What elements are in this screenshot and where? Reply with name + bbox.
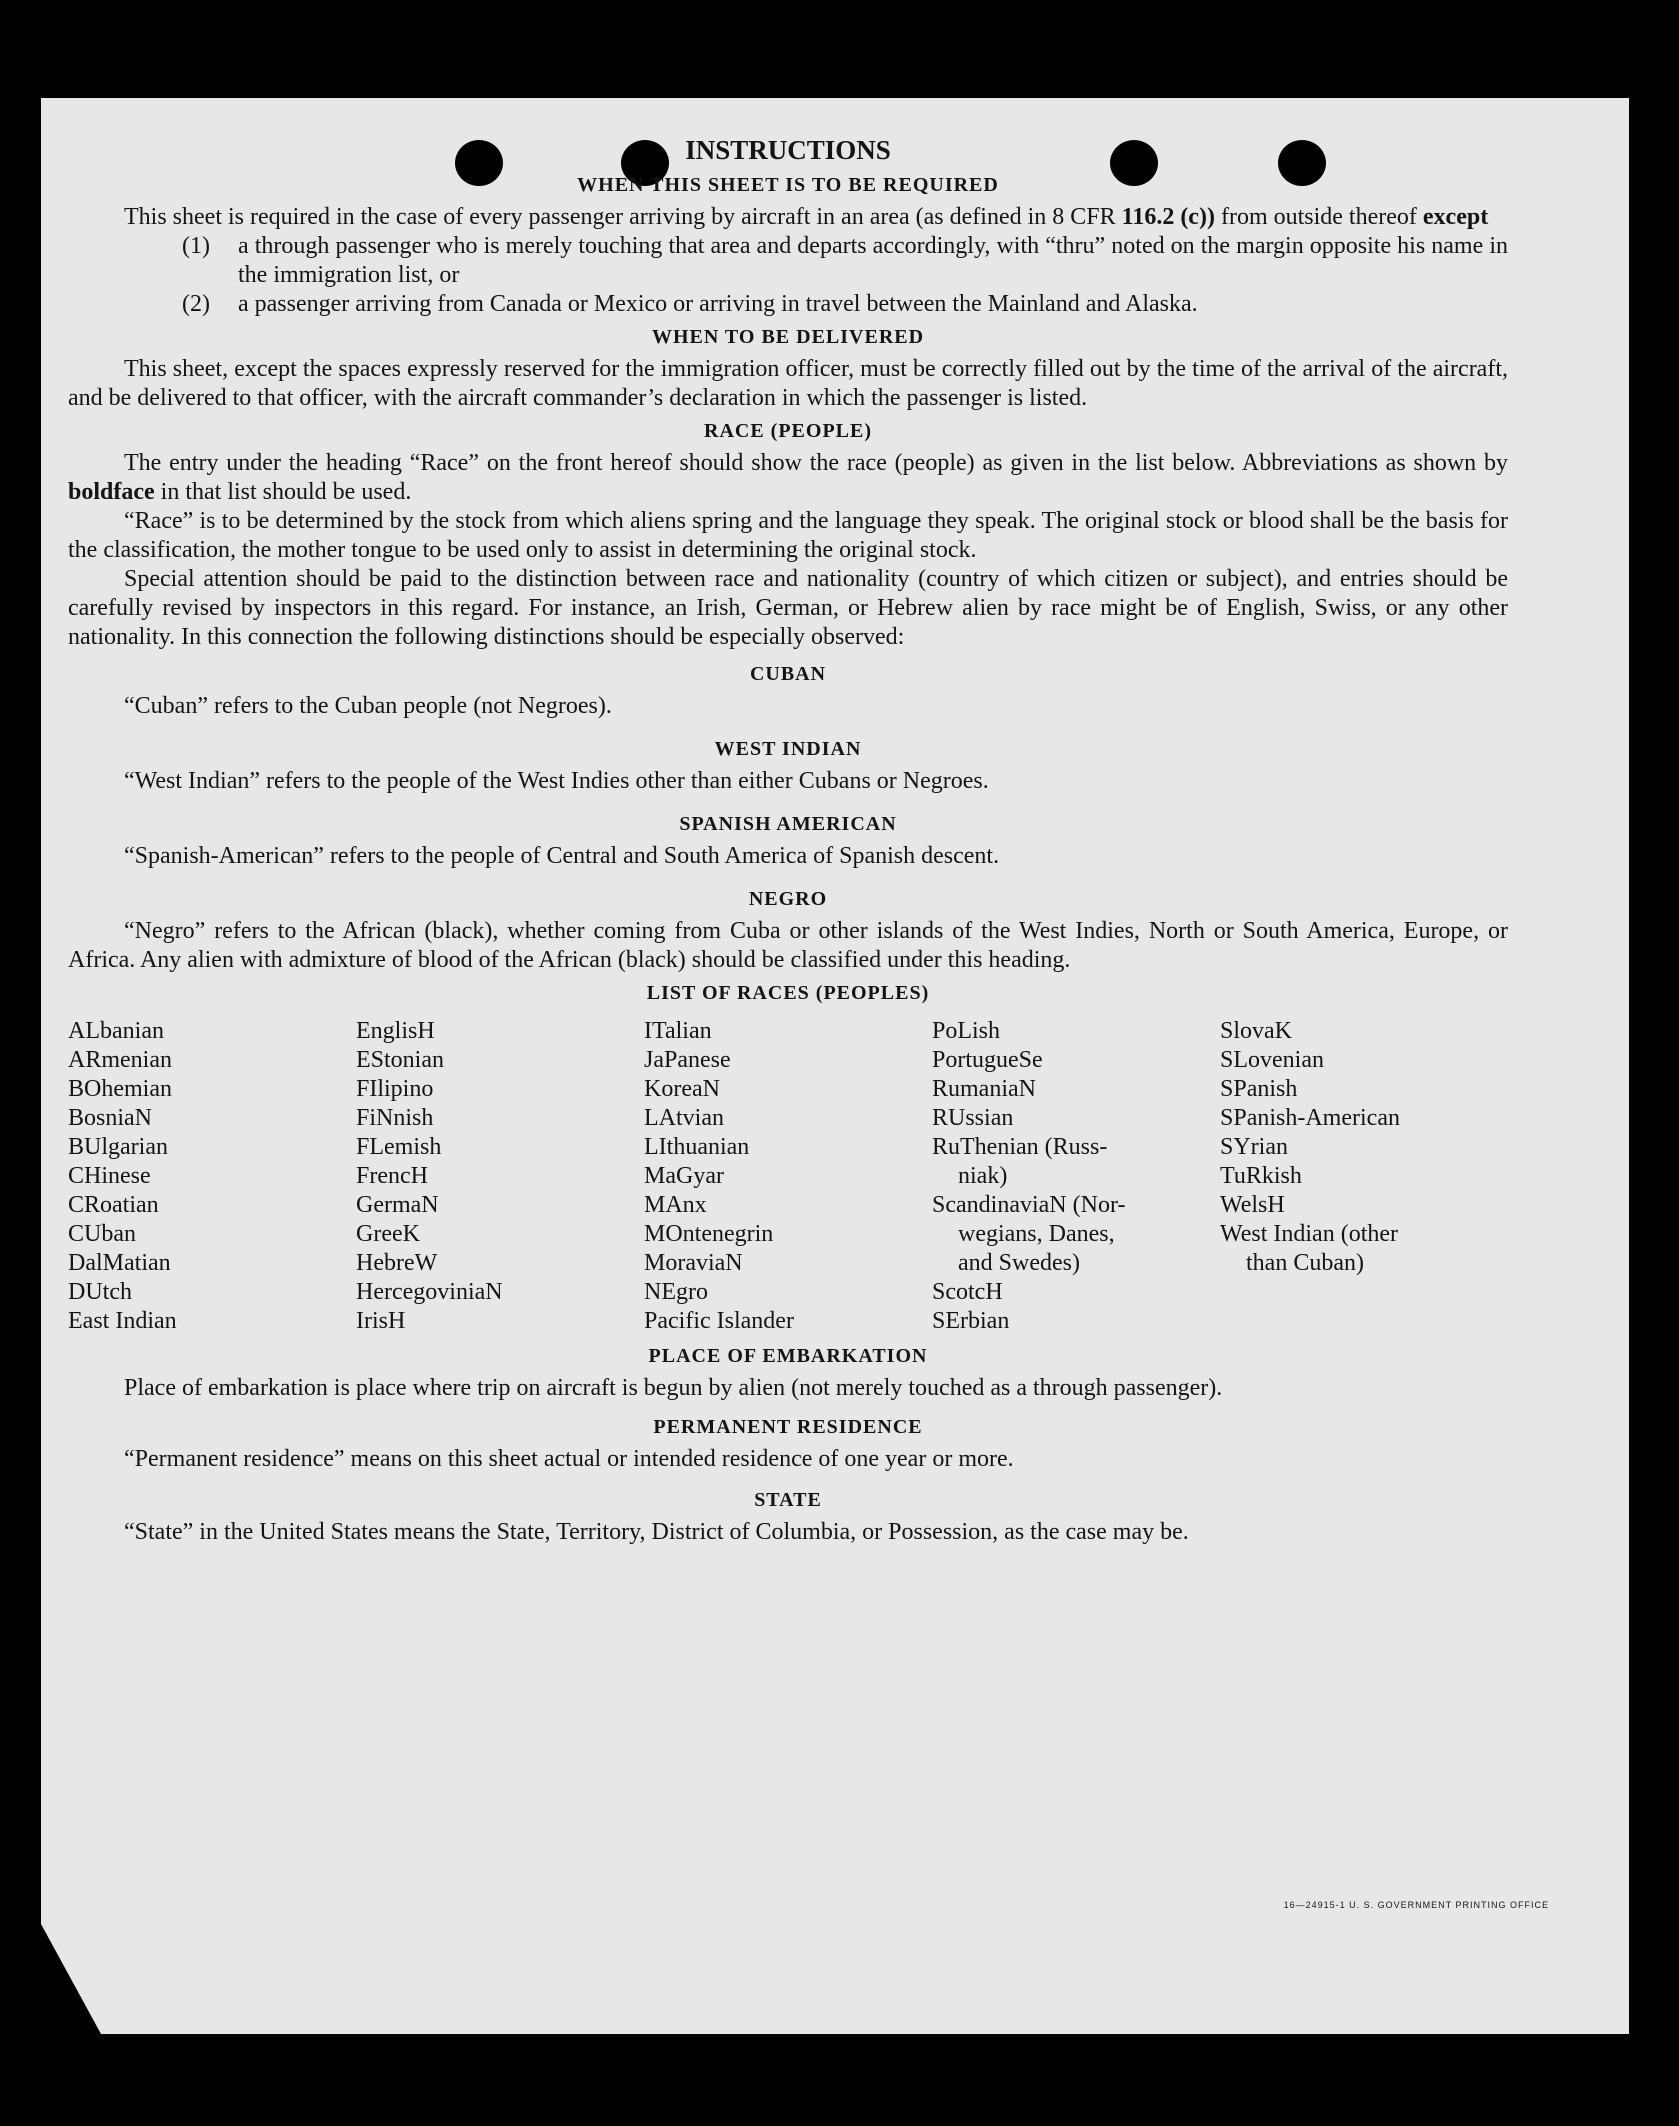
- section-heading: STATE: [754, 1489, 822, 1511]
- race-entry: DalMatian: [68, 1250, 171, 1276]
- definition-text: “Spanish-American” refers to the people of Central and South America of Spanish descent.: [124, 843, 1000, 869]
- race-entry: EStonian: [356, 1047, 444, 1073]
- section-heading: NEGRO: [748, 888, 828, 910]
- race-entry: West Indian (other: [1220, 1221, 1399, 1247]
- race-entry: SErbian: [932, 1308, 1010, 1334]
- section-heading: PERMANENT RESIDENCE: [653, 1416, 923, 1438]
- race-entry: ALbanian: [68, 1018, 164, 1044]
- torn-corner: [41, 1924, 101, 2034]
- list-item: (1) a through passenger who is merely touching that area and departs accordingly, with “thru” noted on the margin opposite his name in the immigration list, or: [182, 233, 1508, 288]
- race-entry: RuThenian (Russ-: [932, 1134, 1108, 1160]
- race-entry: ITalian: [644, 1018, 712, 1044]
- residence-text: “Permanent residence” means on this sheet actual or intended residence of one year or more.: [124, 1446, 1014, 1472]
- race-entry: ScandinaviaN (Nor-: [932, 1192, 1126, 1218]
- race-column: [356, 1017, 644, 1336]
- race-entry: RUssian: [932, 1105, 1014, 1131]
- race-column: [932, 1017, 1220, 1336]
- instructions-body: [68, 133, 1508, 1547]
- race-list: [68, 1017, 1508, 1336]
- race-column: [1220, 1017, 1508, 1336]
- state-text: “State” in the United States means the State, Territory, District of Columbia, or Possession, as the case may be.: [124, 1519, 1189, 1545]
- embarkation-text: Place of embarkation is place where trip on aircraft is begun by alien (not merely touched as a through passenger).: [124, 1375, 1223, 1401]
- race-entry: DUtch: [68, 1279, 132, 1305]
- race-entry: RumaniaN: [932, 1076, 1036, 1102]
- section-heading: SPANISH AMERICAN: [679, 813, 897, 835]
- race-paragraph: The entry under the heading “Race” on the front hereof should show the race (people) as given in the list below. Abbreviations as shown by boldface in that list should be used.: [68, 450, 1508, 505]
- section-heading: PLACE OF EMBARKATION: [648, 1345, 928, 1367]
- race-entry: BosniaN: [68, 1105, 152, 1131]
- race-entry: wegians, Danes,: [958, 1221, 1115, 1247]
- section-heading: WEST INDIAN: [714, 738, 862, 760]
- race-entry: SYrian: [1220, 1134, 1288, 1160]
- race-entry: CHinese: [68, 1163, 151, 1189]
- race-entry: NEgro: [644, 1279, 708, 1305]
- race-entry: PortugueSe: [932, 1047, 1043, 1073]
- definition-text: “Cuban” refers to the Cuban people (not Negroes).: [124, 693, 612, 719]
- race-entry: EnglisH: [356, 1018, 435, 1044]
- race-column: [644, 1017, 932, 1336]
- page-title: INSTRUCTIONS: [685, 135, 891, 165]
- race-entry: FiNnish: [356, 1105, 434, 1131]
- race-entry: KoreaN: [644, 1076, 720, 1102]
- race-entry: BOhemian: [68, 1076, 172, 1102]
- race-entry: LAtvian: [644, 1105, 724, 1131]
- race-entry: MoraviaN: [644, 1250, 743, 1276]
- race-entry: BUlgarian: [68, 1134, 168, 1160]
- race-column: [68, 1017, 356, 1336]
- required-intro: This sheet is required in the case of every passenger arriving by aircraft in an area (as defined in 8 CFR 116.2 (c)) from outside thereof except: [124, 204, 1489, 230]
- race-entry: East Indian: [68, 1308, 177, 1334]
- definition-text: “West Indian” refers to the people of the West Indies other than either Cubans or Negroes.: [124, 768, 989, 794]
- race-entry: CRoatian: [68, 1192, 159, 1218]
- race-entry: niak): [958, 1163, 1008, 1189]
- printer-imprint: 16—24915-1 U. S. GOVERNMENT PRINTING OFFICE: [1283, 1900, 1549, 1910]
- race-entry: SlovaK: [1220, 1018, 1292, 1044]
- race-entry: GermaN: [356, 1192, 439, 1218]
- section-heading: CUBAN: [749, 663, 827, 685]
- race-entry: FLemish: [356, 1134, 442, 1160]
- race-entry: ScotcH: [932, 1279, 1003, 1305]
- cfr-reference: 116.2 (c)): [1121, 204, 1215, 230]
- section-heading: WHEN TO BE DELIVERED: [651, 326, 925, 348]
- race-entry: SLovenian: [1220, 1047, 1324, 1073]
- race-entry: GreeK: [356, 1221, 420, 1247]
- section-heading: WHEN THIS SHEET IS TO BE REQUIRED: [577, 174, 999, 196]
- race-entry: JaPanese: [644, 1047, 731, 1073]
- race-entry: MaGyar: [644, 1163, 724, 1189]
- race-entry: WelsH: [1220, 1192, 1285, 1218]
- race-entry: MAnx: [644, 1192, 707, 1218]
- race-entry: than Cuban): [1246, 1250, 1364, 1276]
- section-heading: RACE (PEOPLE): [704, 420, 872, 442]
- race-entry: MOntenegrin: [644, 1221, 774, 1247]
- definition-text: “Negro” refers to the African (black), whether coming from Cuba or other islands of the West Indies, North or South America, Europe, or Africa. Any alien with admixture of blood of the African (black) should be classified under this heading.: [68, 918, 1508, 973]
- race-entry: TuRkish: [1220, 1163, 1302, 1189]
- race-entry: IrisH: [356, 1308, 406, 1334]
- race-entry: CUban: [68, 1221, 136, 1247]
- race-entry: and Swedes): [958, 1250, 1080, 1276]
- race-entry: FrencH: [356, 1163, 428, 1189]
- race-entry: SPanish: [1220, 1076, 1298, 1102]
- delivered-text: This sheet, except the spaces expressly reserved for the immigration officer, must be correctly filled out by the time of the arrival of the aircraft, and be delivered to that officer, with the aircraft commander’s declaration in which the passenger is listed.: [68, 356, 1508, 411]
- list-item: (2) a passenger arriving from Canada or Mexico or arriving in travel between the Mainland and Alaska.: [182, 291, 1198, 317]
- section-heading: LIST OF RACES (PEOPLES): [646, 982, 930, 1004]
- race-entry: HebreW: [356, 1250, 438, 1276]
- race-paragraph: “Race” is to be determined by the stock from which aliens spring and the language they speak. The original stock or blood shall be the basis for the classification, the mother tongue to be used only to assist in determining the original stock.: [68, 508, 1508, 563]
- race-entry: SPanish-American: [1220, 1105, 1400, 1131]
- race-entry: PoLish: [932, 1018, 1001, 1044]
- race-entry: FIlipino: [356, 1076, 434, 1102]
- race-entry: ARmenian: [68, 1047, 172, 1073]
- race-entry: HercegoviniaN: [356, 1279, 503, 1305]
- race-entry: Pacific Islander: [644, 1308, 794, 1334]
- except-word: except: [1422, 204, 1489, 230]
- race-paragraph: Special attention should be paid to the distinction between race and nationality (country of which citizen or subject), and entries should be carefully revised by inspectors in this regard. For instance, an Irish, German, or Hebrew alien by race might be of English, Swiss, or any other nationality. In this connection the following distinctions should be especially observed:: [68, 566, 1508, 650]
- race-entry: LIthuanian: [644, 1134, 750, 1160]
